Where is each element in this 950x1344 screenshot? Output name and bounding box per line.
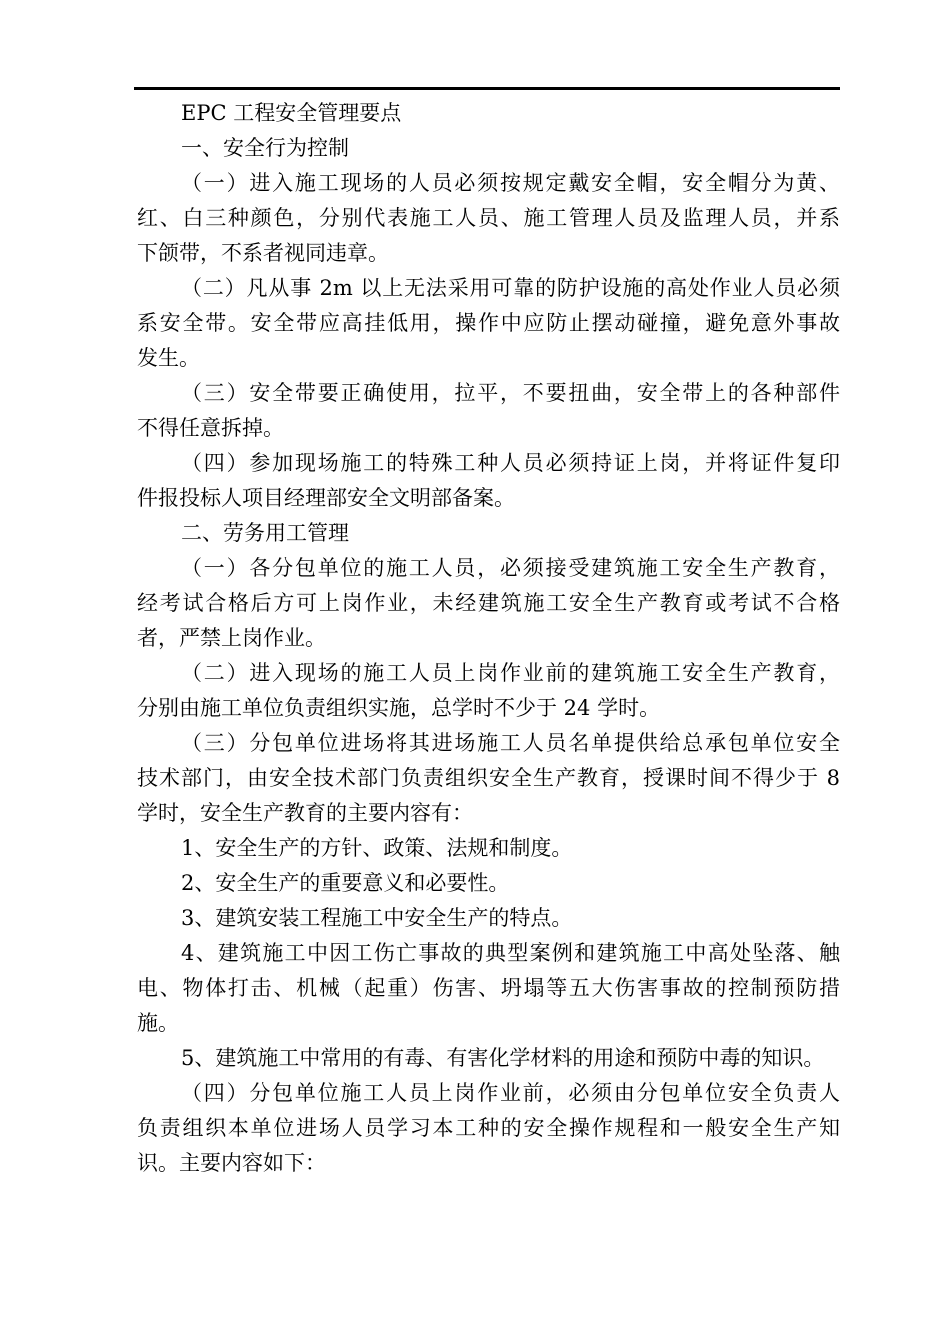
section-heading-2: 二、劳务用工管理	[181, 521, 349, 545]
paragraph-line: （四）参加现场施工的特殊工种人员必须持证上岗，并将证件复印	[181, 451, 840, 475]
paragraph-line: （四）分包单位施工人员上岗作业前，必须由分包单位安全负责人	[181, 1081, 840, 1105]
list-item: 2、安全生产的重要意义和必要性。	[181, 871, 510, 895]
paragraph-line: 下颌带，不系者视同违章。	[137, 241, 389, 265]
paragraph-line: （三）分包单位进场将其进场施工人员名单提供给总承包单位安全	[181, 731, 840, 755]
paragraph-line: 红、白三种颜色，分别代表施工人员、施工管理人员及监理人员，并系	[137, 206, 840, 230]
list-item: 1、安全生产的方针、政策、法规和制度。	[181, 836, 573, 860]
paragraph-line: 不得任意拆掉。	[137, 416, 284, 440]
paragraph-line: 者，严禁上岗作业。	[137, 626, 326, 650]
paragraph-line: 技术部门，由安全技术部门负责组织安全生产教育，授课时间不得少于 8	[137, 766, 840, 790]
list-item: 4、建筑施工中因工伤亡事故的典型案例和建筑施工中高处坠落、触	[181, 941, 840, 965]
paragraph-line: （二）凡从事 2m 以上无法采用可靠的防护设施的高处作业人员必须	[181, 276, 840, 300]
paragraph-line: 经考试合格后方可上岗作业，未经建筑施工安全生产教育或考试不合格	[137, 591, 840, 615]
paragraph-line: 施。	[137, 1011, 179, 1035]
paragraph-line: （一）各分包单位的施工人员，必须接受建筑施工安全生产教育，	[181, 556, 840, 580]
paragraph-line: 件报投标人项目经理部安全文明部备案。	[137, 486, 515, 510]
paragraph-line: 发生。	[137, 346, 200, 370]
paragraph-line: （三）安全带要正确使用，拉平，不要扭曲，安全带上的各种部件	[181, 381, 840, 405]
paragraph-line: （二）进入现场的施工人员上岗作业前的建筑施工安全生产教育，	[181, 661, 840, 685]
list-item: 3、建筑安装工程施工中安全生产的特点。	[181, 906, 573, 930]
document-title: EPC 工程安全管理要点	[181, 101, 402, 125]
header-rule	[134, 87, 840, 90]
paragraph-line: 系安全带。安全带应高挂低用，操作中应防止摆动碰撞，避免意外事故	[137, 311, 840, 335]
paragraph-line: （一）进入施工现场的人员必须按规定戴安全帽，安全帽分为黄、	[181, 171, 840, 195]
paragraph-line: 负责组织本单位进场人员学习本工种的安全操作规程和一般安全生产知	[137, 1116, 840, 1140]
document-body	[137, 96, 840, 1181]
list-item: 5、建筑施工中常用的有毒、有害化学材料的用途和预防中毒的知识。	[181, 1046, 825, 1070]
paragraph-line: 分别由施工单位负责组织实施，总学时不少于 24 学时。	[137, 696, 661, 720]
paragraph-line: 学时，安全生产教育的主要内容有：	[137, 801, 473, 825]
section-heading-1: 一、安全行为控制	[181, 136, 349, 160]
paragraph-line: 识。主要内容如下：	[137, 1151, 326, 1175]
paragraph-line: 电、物体打击、机械（起重）伤害、坍塌等五大伤害事故的控制预防措	[137, 976, 840, 1000]
